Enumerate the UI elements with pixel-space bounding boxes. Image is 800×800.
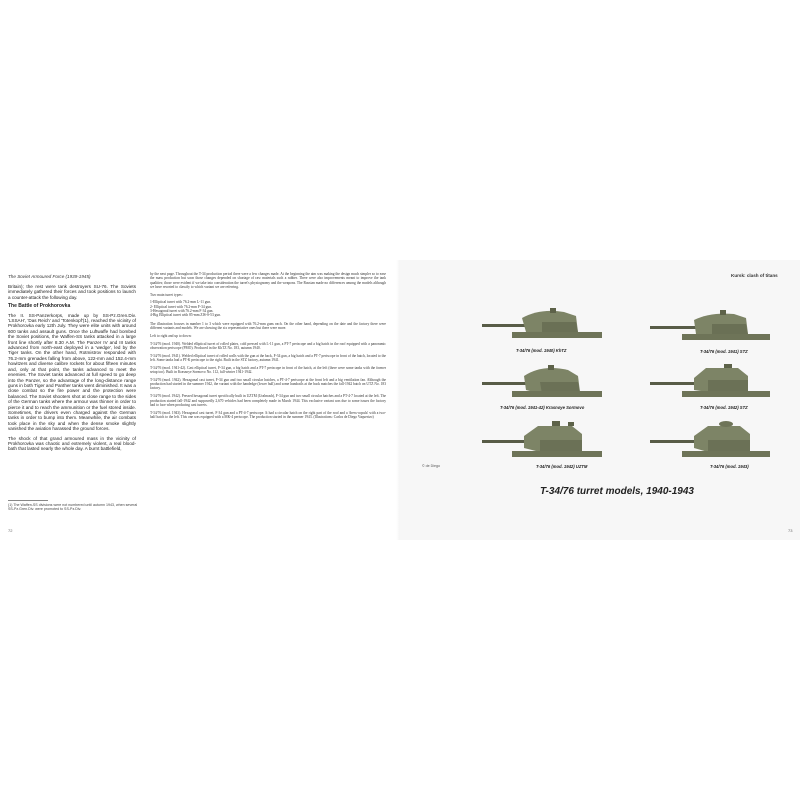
paragraph: Two main turret types:	[150, 292, 183, 297]
turret-illustration-mod-1940	[482, 302, 602, 350]
left-page-number: 72	[8, 528, 13, 533]
book-spread	[0, 260, 800, 540]
paragraph: The II. SS-Panzerkorps, made up by SS-Pz.Gren.Div. 'LSSAH', 'Das Reich' and 'Totenkopf'(1), reached the vicinity of Prokhorovka early 12th July. They were elite units with around 600 tanks and assault guns. Once the Luftwaffe had bombed the Soviet positions, the Waffen-SS tanks attacked in a large front line shortly after 8.30 A.M. The Panzer IV and III tanks advanced from north-east deployed in a 'wedge', led by the Tiger tanks. On the other hand, Rotmistrov responded with 76.2-mm grenades falling from above, 122-mm and 152.4-mm howitzers and diverse calibre rockets for about fifteen minutes and, only at that point, the tanks advanced to meet the enemies. The Soviet tanks advanced at full speed to go deep into the Panzer, so the advantage of the long-distance range guns in both Tiger and Panther tanks went diminished. It was a close combat so the fire power and the protection were balanced. The Soviet shooters shot at close range to the sides of the German tanks where the armour was thinner in order to pierce it and to reach the ammunition or the fuel stored inside. Sometimes, the drivers even charged against the German tanks in order to bump into them. Meanwhile, the air combats took place in the sky and when the dense smoke slightly vanished the aviation harassed the ground forces.	[8, 312, 136, 432]
turret-illustration-mod-1942-stz	[650, 360, 770, 408]
turret-illustration-mod-1943	[650, 416, 770, 468]
right-running-head: Kursk: clash of titans	[731, 273, 778, 278]
paragraph: T-34/76 (mod. 1940). Welded elliptical turret of rolled plates, cold pressed with L-11 gun, a PT-7 periscope and a big hatch in the roof equipped with a panoramic observation periscope (PMO). Produced in the KhTZ No. 183, autumn 1940.	[150, 341, 386, 350]
paragraph: T-34/76 (mod. 1941). Welded elliptical turret of rolled walls with the gun at the back, F-34 gun, a big hatch and a PT-7 periscope in front of the hatch, located to the left. Some tanks had a PT-K periscope to the right. Built in the STZ factory, autumn 1941.	[150, 353, 386, 362]
caption-mod-1942-uztm: T-34/76 (mod. 1942) UZTM	[536, 464, 588, 469]
right-page	[400, 260, 800, 540]
list-item: 2- Elliptical turret with 76.2-mm F-34 gun.	[150, 304, 212, 309]
left-running-head: The Soviet Armoured Force (1939-1945)	[8, 274, 91, 279]
paragraph: T-34/76 (mod. 1943). Hexagonal cast turret, F-34 gun and a PT-4-7 periscope. It had a circular hatch on the right part of the roof and a 'dress-copula' with a two-half hatch to the left. This one was equipped with a MK-4 periscope. The production started in the summer 1943. (Illustrations: Carlos de Diego Vaquerizo)	[150, 410, 386, 419]
section-heading: The Battle of Prokhorovka	[8, 303, 71, 310]
left-column-text	[8, 284, 136, 456]
paragraph: The shock of that grand armoured mass in the vicinity of Prokhorovka was chaotic and extremely violent, a real blood-bath that lasted nearly the whole day. A burnt battlefield,	[8, 435, 136, 452]
caption-mod-1941: T-34/76 (mod. 1941) STZ	[700, 349, 748, 354]
paragraph: Left to right and up to down:	[150, 333, 192, 338]
footnote-rule	[8, 500, 48, 501]
turret-list	[150, 300, 386, 317]
paragraph: by the next page. Throughout the T-34 production period there were a few changes made. At the beginning the aim was making the design much simpler so to ease the mass production but soon those changes depended on shortage of raw materials such a rubber. There were also improvements meant to improve the tank qualities; those were evident if we take into consideration the turret's physiognomy and the weapons. The Russian made no differences among the models although we have resorted to classify to which variant we are referring.	[150, 272, 386, 289]
illustration-credit: © de Diego	[422, 464, 441, 468]
turret-illustration-mod-1941-42	[482, 360, 602, 408]
paragraph: T-34/76 (mod. 1942). Hexagonal cast turret, F-34 gun and two small circular hatches, a PT-4-7 periscope at the front left and a big ventilation fan. Although the production had started in the summer 1942, the variant with the handedge (lower hull) and some handrails at the back matches the fall-1942 batch on UTZ No. 183 factory.	[150, 377, 386, 391]
turret-illustration-mod-1941	[650, 304, 770, 352]
caption-mod-1943: T-34/76 (mod. 1943)	[710, 464, 749, 469]
left-page	[0, 260, 400, 540]
list-item: 1-Elliptical turret with 76.2-mm L-11 gun.	[150, 300, 212, 305]
turret-illustration-mod-1942-uztm	[482, 416, 602, 468]
paragraph: T-34/76 (mod. 1942). Pressed hexagonal turret specifically built in UZTM (Uralmash), F-34 gun and two small circular hatches and a PT-4-7 located at the left. The production started fall-1942 and supposedly 2,670 vehicles had been completely made in March 1944. This exclusive variant was due to some issues the factory had to face when producing cast turrets.	[150, 394, 386, 407]
list-item: 4-Big Elliptical turret with 85-mm ZIS-S-53 gun.	[150, 313, 221, 318]
plate-title: T-34/76 turret models, 1940-1943	[540, 486, 694, 497]
caption-mod-1942-stz: T-34/76 (mod. 1942) STZ	[700, 405, 748, 410]
list-item: 3-Hexagonal turret with 76.2-mm F-34 gun.	[150, 309, 214, 314]
right-page-number: 73	[788, 528, 793, 533]
paragraph: Britain); the rest were tank destroyers SU-76. The Soviets immediately gathered their forces and took positions to launch a counter-attack the following day.	[8, 284, 136, 300]
caption-mod-1941-42: T-34/76 (mod. 1941-42) Krasnoye Sormovo	[500, 405, 585, 410]
right-column-text	[150, 272, 386, 423]
footnote: (1) The Waffen-SS divisions were not numbered until autumn 1943, when several SS-Pz.Gren.Div. were promoted to SS-Pz.Div.	[8, 503, 138, 512]
caption-mod-1940: T-34/76 (mod. 1940) KhTZ	[516, 348, 567, 353]
paragraph: T-34/76 (mod. 1941-42). Cast elliptical turret, F-34 gun, a big hatch and a PT-7 periscope in front of the hatch, at the left (there were some tanks with the former setup too). Built in Krasnoye Sormovo No. 112, fall-winter 1941-1942.	[150, 365, 386, 375]
paragraph: The illustration focuses in number 1 to 3 which were equipped with 76.2-mm guns each. On the other hand, depending on the date and the factory there were different variants and models. We are showing the six representative ones but there were more.	[150, 321, 386, 330]
